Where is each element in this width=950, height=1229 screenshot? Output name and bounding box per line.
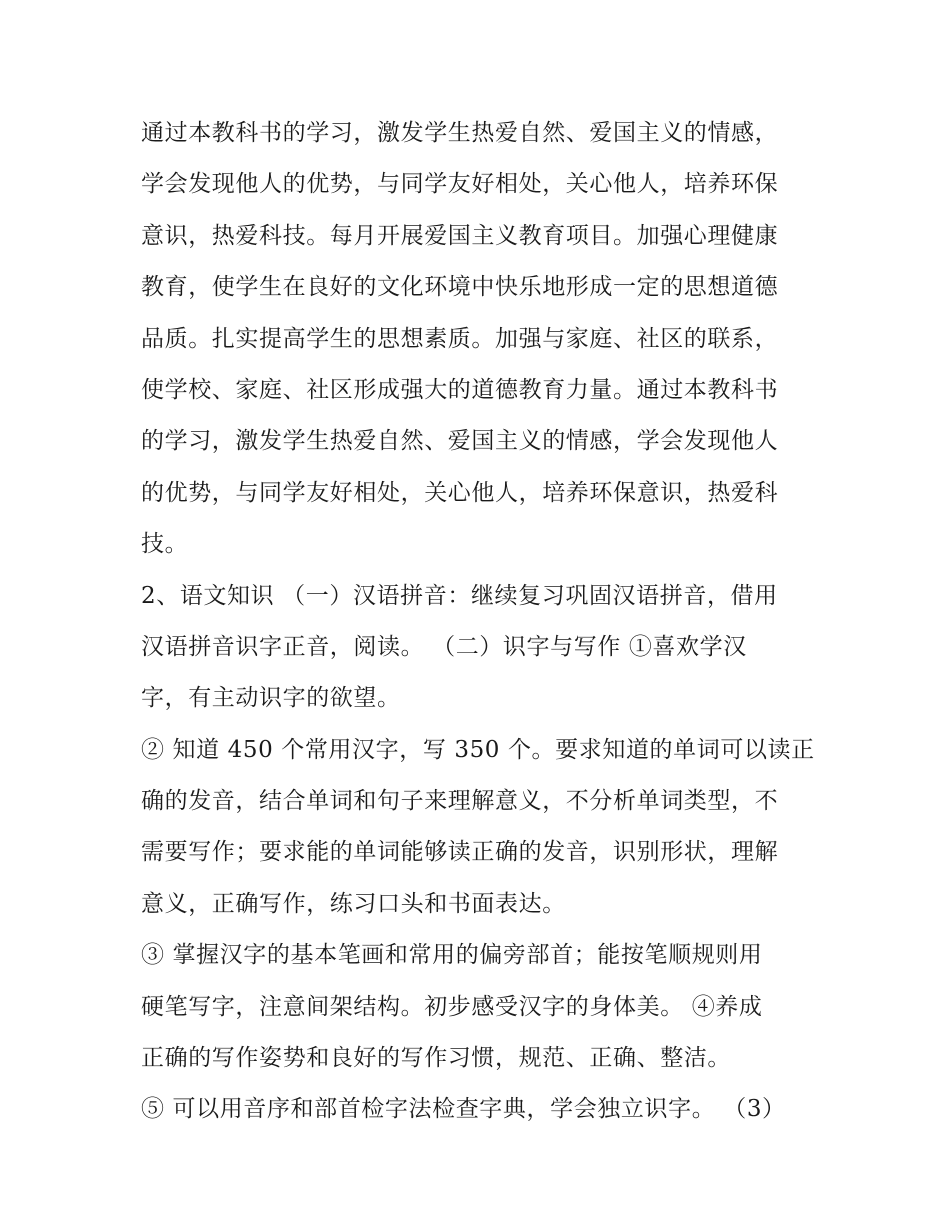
text-line: 汉语拼音识字正音，阅读。 （二）识字与写作 ①喜欢学汉 (141, 633, 747, 660)
text-line: 确的发音，结合单词和句子来理解意义，不分析单词类型，不 (141, 788, 779, 815)
text-line: 正确的写作姿势和良好的写作习惯，规范、正确、整洁。 (141, 1045, 731, 1072)
list-item-line: ② 知道 450 个常用汉字，写 350 个。要求知道的单词可以读正 (141, 736, 815, 763)
text-line: 的学习，激发学生热爱自然、爱国主义的情感，学会发现他人 (141, 428, 779, 455)
text-line: 硬笔写字，注意间架结构。初步感受汉字的身体美。 ④养成 (141, 993, 763, 1020)
text-line: 使学校、家庭、社区形成强大的道德教育力量。通过本教科书 (141, 376, 779, 403)
text-line: 品质。扎实提高学生的思想素质。加强与家庭、社区的联系， (141, 325, 779, 352)
text-line: 意义，正确写作，练习口头和书面表达。 (141, 890, 566, 917)
text-line: 字，有主动识字的欲望。 (141, 685, 401, 712)
text-line: 需要写作；要求能的单词能够读正确的发音，识别形状，理解 (141, 839, 779, 866)
body-text (141, 108, 821, 1136)
section-heading-line: 2、语文知识 （一）汉语拼音：继续复习巩固汉语拼音，借用 (141, 582, 778, 609)
text-line: 学会发现他人的优势，与同学友好相处，关心他人，培养环保 (141, 171, 779, 198)
text-line: 意识，热爱科技。每月开展爱国主义教育项目。加强心理健康 (141, 222, 779, 249)
list-item-line: ③ 掌握汉字的基本笔画和常用的偏旁部首；能按笔顺规则用 (141, 942, 763, 969)
text-line: 通过本教科书的学习，激发学生热爱自然、爱国主义的情感， (141, 120, 779, 146)
text-line: 技。 (141, 531, 189, 558)
text-line: 的优势，与同学友好相处，关心他人，培养环保意识，热爱科 (141, 479, 779, 506)
list-item-line: ⑤ 可以用音序和部首检字法检查字典，学会独立识字。 （3） (141, 1096, 786, 1123)
text-line: 教育，使学生在良好的文化环境中快乐地形成一定的思想道德 (141, 274, 779, 301)
